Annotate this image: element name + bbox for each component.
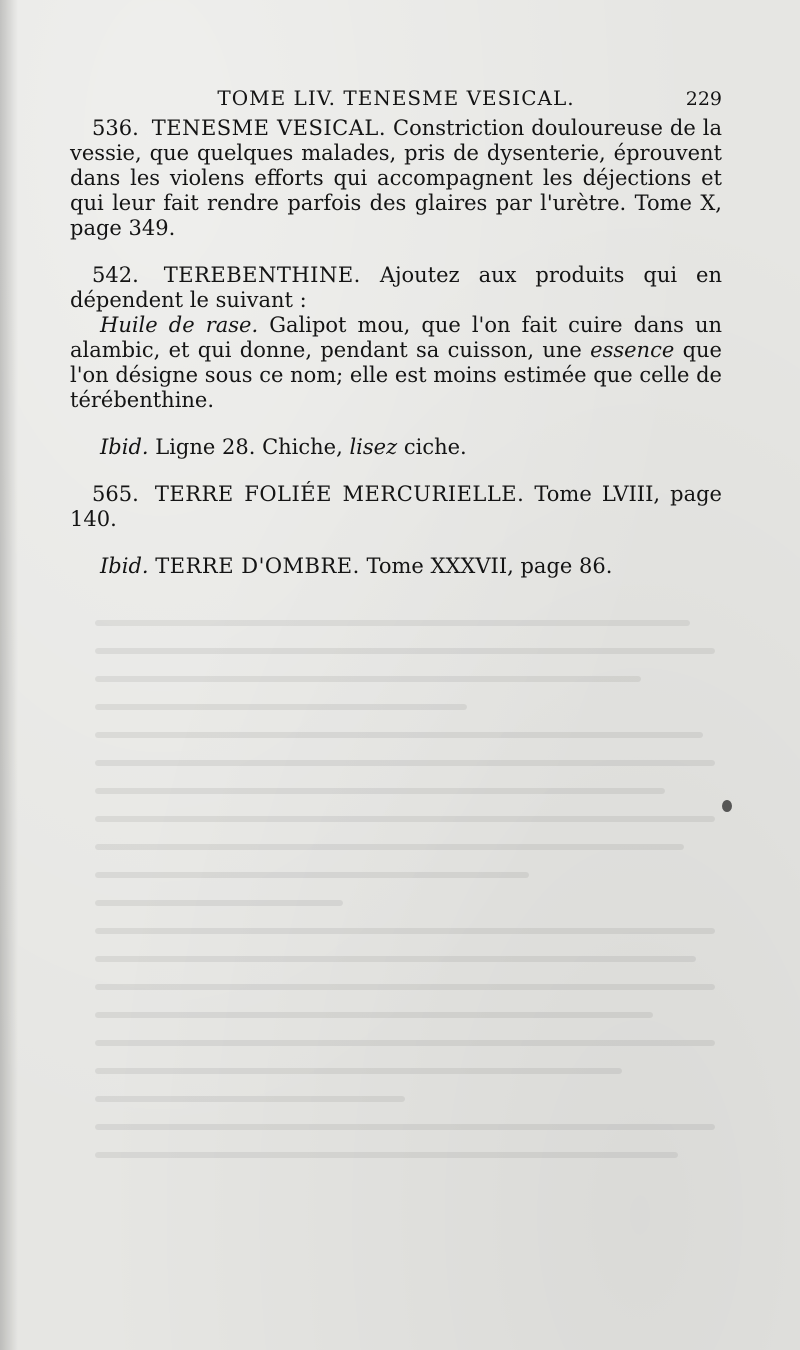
entry-heading: TERRE FOLIÉE MERCURIELLE. — [154, 482, 525, 506]
ibid-label: Ibid. — [100, 435, 149, 459]
italic-essence: essence — [590, 338, 675, 362]
running-title: TOME LIV. TENESME VESICAL. — [217, 86, 575, 110]
italic-term: Huile de rase. — [100, 313, 259, 337]
sub-text-before: Galipot mou, que l'on fait cuire dans un alambic, et qui donne, pendant sa cuisson, une — [70, 313, 722, 362]
entry-text: Ajoutez aux produits qui en dépendent le suivant : — [70, 263, 722, 312]
running-head — [70, 84, 722, 116]
entry-heading: TENESME VESICAL. — [151, 116, 387, 140]
entry-terebenthine — [70, 263, 722, 313]
sub-text-after: que l'on désigne sous ce nom; elle est moins estimée que celle de térébenthine. — [70, 338, 722, 412]
entry-text: Tome LVIII, page 140. — [70, 482, 722, 531]
page-content — [70, 116, 722, 601]
page-number: 229 — [685, 88, 722, 110]
ink-speck — [722, 800, 732, 812]
entry-ibid-chiche — [70, 435, 722, 460]
entry-heading: TERRE D'OMBRE. — [155, 554, 360, 578]
entry-heading: TEREBENTHINE. — [163, 263, 361, 287]
italic-lisez: lisez — [349, 435, 398, 459]
page-gutter-shadow — [0, 0, 18, 1350]
ibid-label: Ibid. — [100, 554, 149, 578]
entry-text: Tome XXXVII, page 86. — [366, 554, 613, 578]
entry-huile-de-rase — [70, 313, 722, 413]
bleed-through-texture — [95, 620, 715, 1260]
entry-text: Constriction douloureuse de la vessie, que quelques malades, pris de dysenterie, éprouvent dans les violens efforts qui accompagnent les déjections et qui leur fait rendre parfois des glaires par l'urètre. Tome X, page 349. — [70, 116, 722, 240]
entry-terre-foliee — [70, 482, 722, 532]
entry-terre-d-ombre — [70, 554, 722, 579]
ibid-text-after: ciche. — [403, 435, 467, 459]
entry-number: 536. — [92, 116, 139, 140]
entry-number: 565. — [92, 482, 139, 506]
entry-tenesme-vesical — [70, 116, 722, 241]
entry-number: 542. — [92, 263, 139, 287]
ibid-text-before: Ligne 28. Chiche, — [155, 435, 343, 459]
